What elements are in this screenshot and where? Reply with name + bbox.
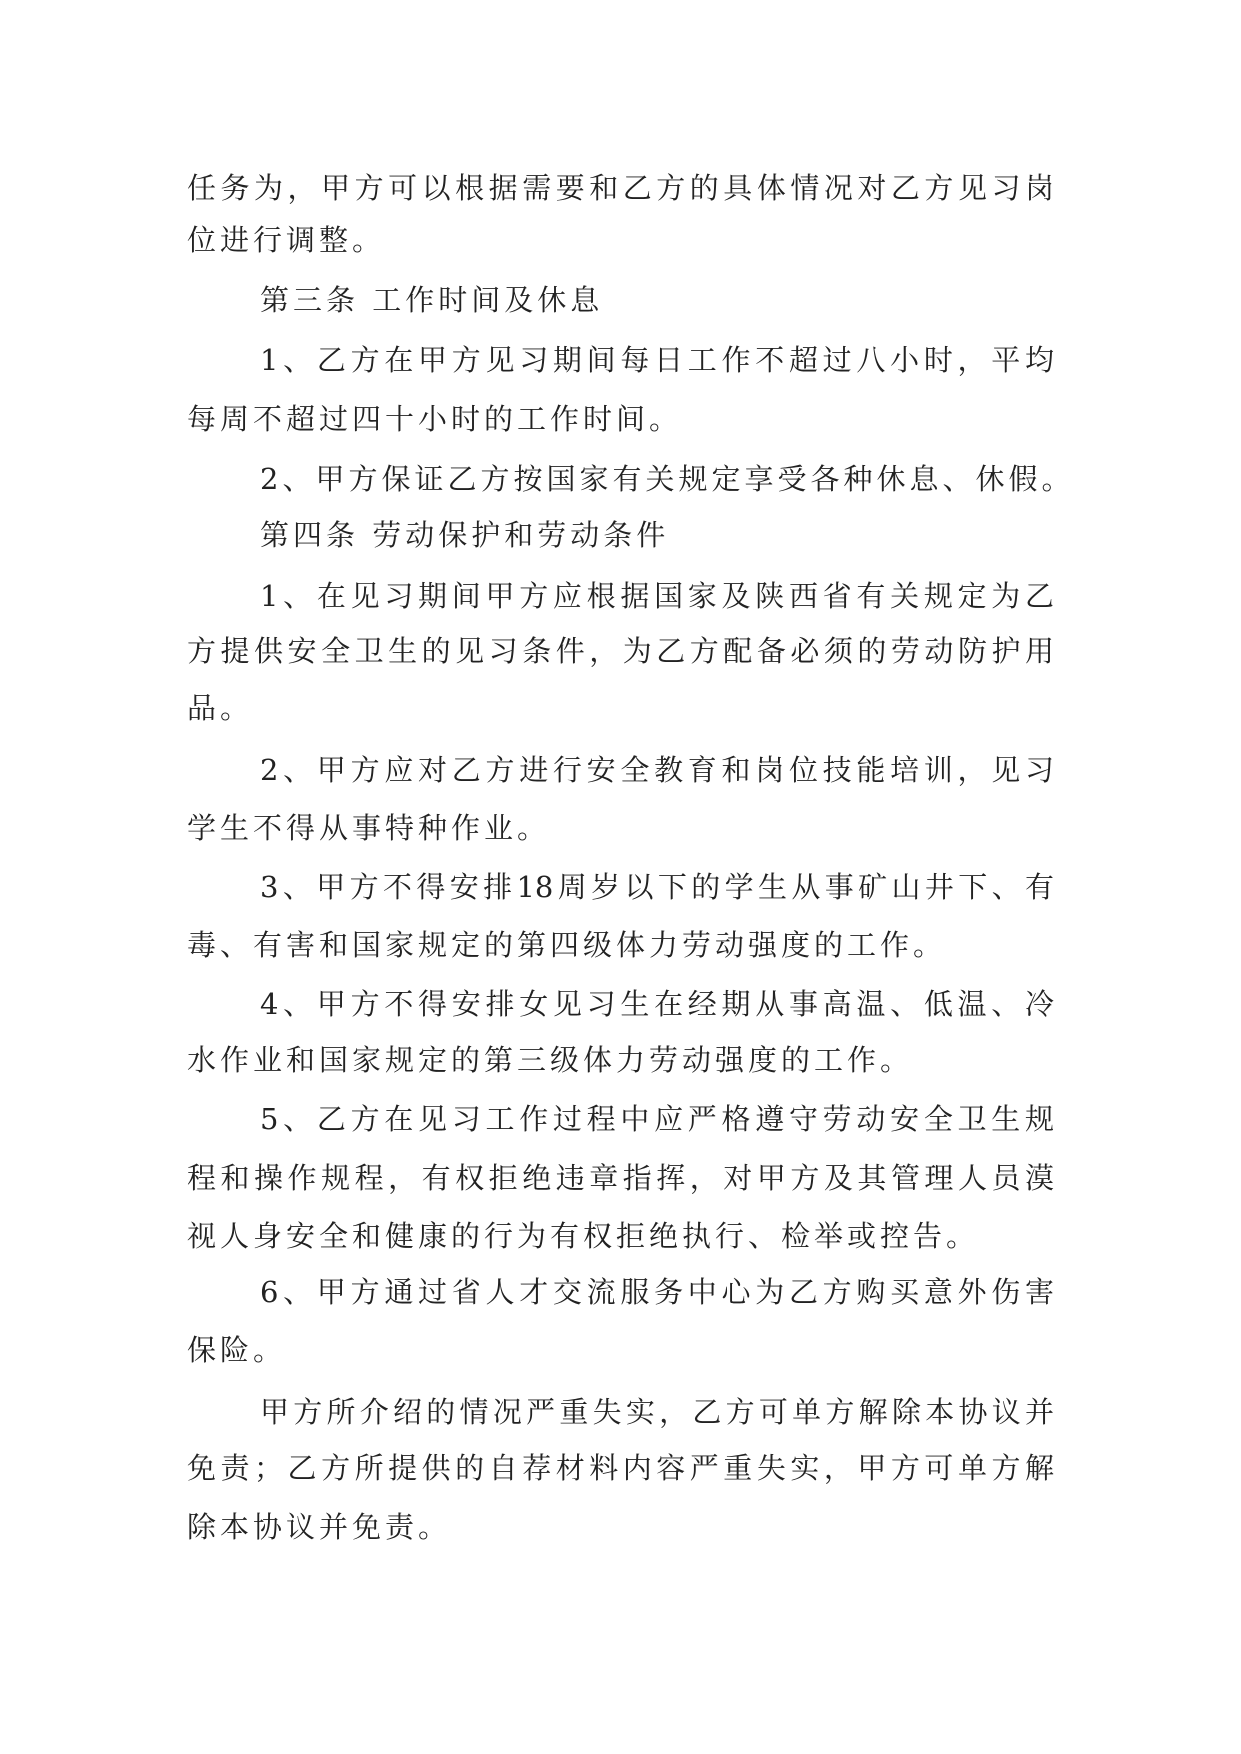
text-line: 毒、有害和国家规定的第四级体力劳动强度的工作。 [187, 928, 947, 962]
text-line: 方提供安全卫生的见习条件，为乙方配备必须的劳动防护用 [187, 634, 1054, 668]
text-line: 程和操作规程，有权拒绝违章指挥，对甲方及其管理人员漠 [187, 1161, 1054, 1195]
text-line: 水作业和国家规定的第三级体力劳动强度的工作。 [187, 1043, 914, 1077]
section-heading: 第四条 劳动保护和劳动条件 [260, 518, 670, 552]
text-line: 4、甲方不得安排女见习生在经期从事高温、低温、冷 [260, 987, 1054, 1021]
text-line: 6、甲方通过省人才交流服务中心为乙方购买意外伤害 [260, 1275, 1054, 1309]
text-line: 保险。 [187, 1333, 287, 1367]
text-line: 品。 [187, 691, 254, 725]
text-line: 每周不超过四十小时的工作时间。 [187, 402, 683, 436]
text-line: 2、甲方保证乙方按国家有关规定享受各种休息、休假。 [260, 462, 1075, 496]
text-line: 1、乙方在甲方见习期间每日工作不超过八小时，平均 [260, 343, 1054, 377]
text-line: 视人身安全和健康的行为有权拒绝执行、检举或控告。 [187, 1219, 980, 1253]
section-heading: 第三条 工作时间及休息 [260, 283, 604, 317]
text-line: 2、甲方应对乙方进行安全教育和岗位技能培训，见习 [260, 753, 1054, 787]
text-line: 除本协议并免责。 [187, 1510, 452, 1544]
text-line: 甲方所介绍的情况严重失实，乙方可单方解除本协议并 [260, 1395, 1054, 1429]
text-line: 任务为，甲方可以根据需要和乙方的具体情况对乙方见习岗 [187, 171, 1054, 205]
text-line: 学生不得从事特种作业。 [187, 811, 551, 845]
text-line: 位进行调整。 [187, 223, 386, 257]
text-line: 1、在见习期间甲方应根据国家及陕西省有关规定为乙 [260, 579, 1054, 613]
text-line: 5、乙方在见习工作过程中应严格遵守劳动安全卫生规 [260, 1102, 1054, 1136]
text-line: 免责；乙方所提供的自荐材料内容严重失实，甲方可单方解 [187, 1451, 1054, 1485]
text-line: 3、甲方不得安排18周岁以下的学生从事矿山井下、有 [260, 870, 1054, 904]
